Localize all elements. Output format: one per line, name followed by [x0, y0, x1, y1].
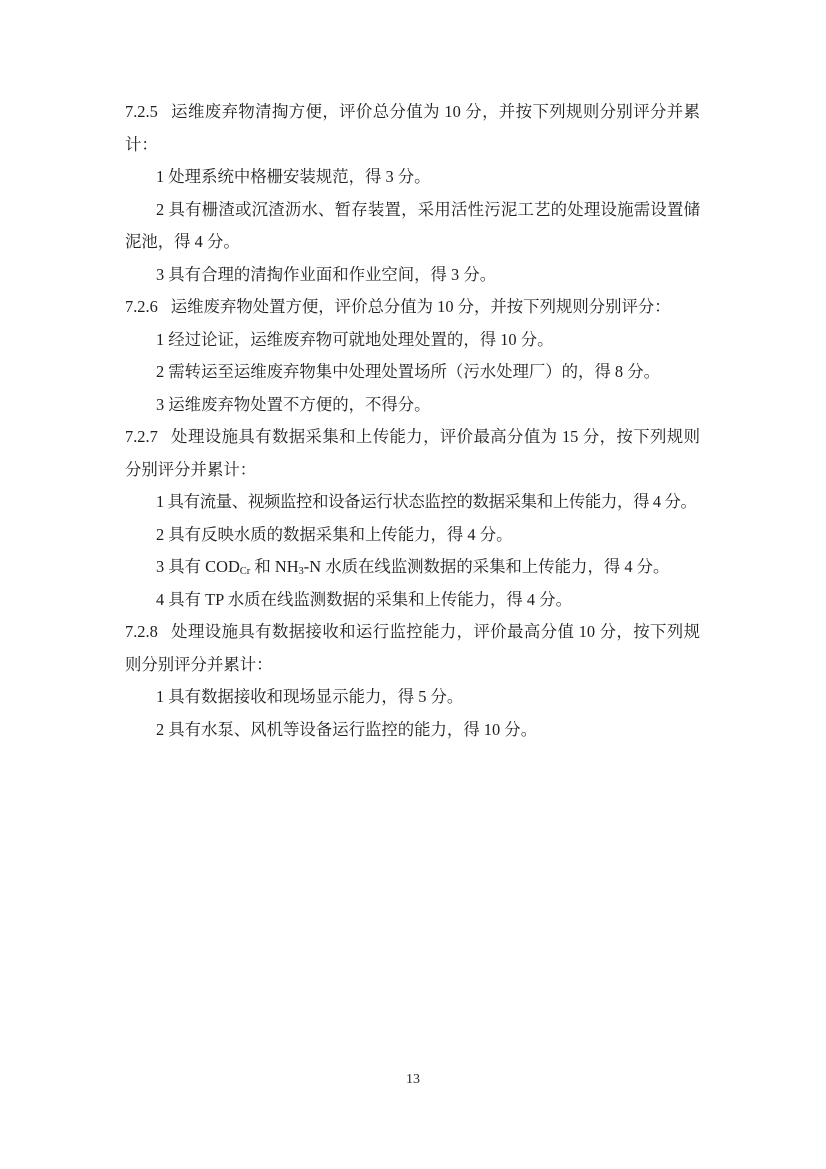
section-number: 7.2.6	[125, 297, 158, 316]
section-number: 7.2.5	[125, 102, 158, 121]
list-item-text: 3 具有 COD	[156, 557, 240, 576]
list-item: 4 具有 TP 水质在线监测数据的采集和上传能力，得 4 分。	[156, 589, 572, 609]
page-number: 13	[406, 1072, 420, 1087]
section-heading-7-2-5	[125, 96, 700, 161]
section-heading-text: 处理设施具有数据接收和运行监控能力，评价最高分值 10 分，按下列规则分别评分并累计：	[125, 622, 700, 674]
list-item: 3 运维废弃物处置不方便的，不得分。	[156, 394, 431, 414]
list-item: 2 具有反映水质的数据采集和上传能力，得 4 分。	[156, 524, 513, 544]
section-heading-text: 运维废弃物处置方便，评价总分值为 10 分，并按下列规则分别评分：	[170, 297, 671, 316]
section-heading-text: 处理设施具有数据采集和上传能力，评价最高分值为 15 分，按下列规则分别评分并累计：	[125, 427, 700, 479]
section-heading-text: 运维废弃物清掏方便，评价总分值为 10 分，并按下列规则分别评分并累计：	[125, 102, 700, 154]
list-item: 2 具有水泵、风机等设备运行监控的能力，得 10 分。	[156, 719, 538, 739]
list-item-text: 和 NH	[250, 557, 299, 576]
section-heading-7-2-8	[125, 616, 700, 681]
section-number: 7.2.8	[125, 622, 158, 641]
list-item: 2 需转运至运维废弃物集中处理处置场所（污水处理厂）的，得 8 分。	[156, 362, 661, 381]
nh3-subscript: 3	[298, 566, 304, 577]
list-item: 3 具有合理的清掏作业面和作业空间，得 3 分。	[156, 264, 497, 284]
list-item: 1 经过论证，运维废弃物可就地处理处置的，得 10 分。	[156, 329, 554, 349]
section-heading-7-2-7	[125, 421, 700, 486]
list-item: 1 处理系统中格栅安装规范，得 3 分。	[156, 167, 431, 186]
list-item: 2 具有栅渣或沉渣沥水、暂存装置，采用活性污泥工艺的处理设施需设置储泥池，得 4 分。	[125, 199, 700, 251]
list-item-text: -N 水质在线监测数据的采集和上传能力，得 4 分。	[303, 557, 670, 576]
list-item: 1 具有流量、视频监控和设备运行状态监控的数据采集和上传能力，得 4 分。	[156, 492, 697, 511]
page-content	[125, 96, 700, 746]
list-item-cod-nh3	[125, 551, 700, 584]
section-number: 7.2.7	[125, 427, 158, 446]
section-heading-7-2-6	[125, 291, 700, 324]
cod-cr-subscript: Cr	[239, 566, 251, 577]
list-item: 1 具有数据接收和现场显示能力，得 5 分。	[156, 687, 464, 706]
